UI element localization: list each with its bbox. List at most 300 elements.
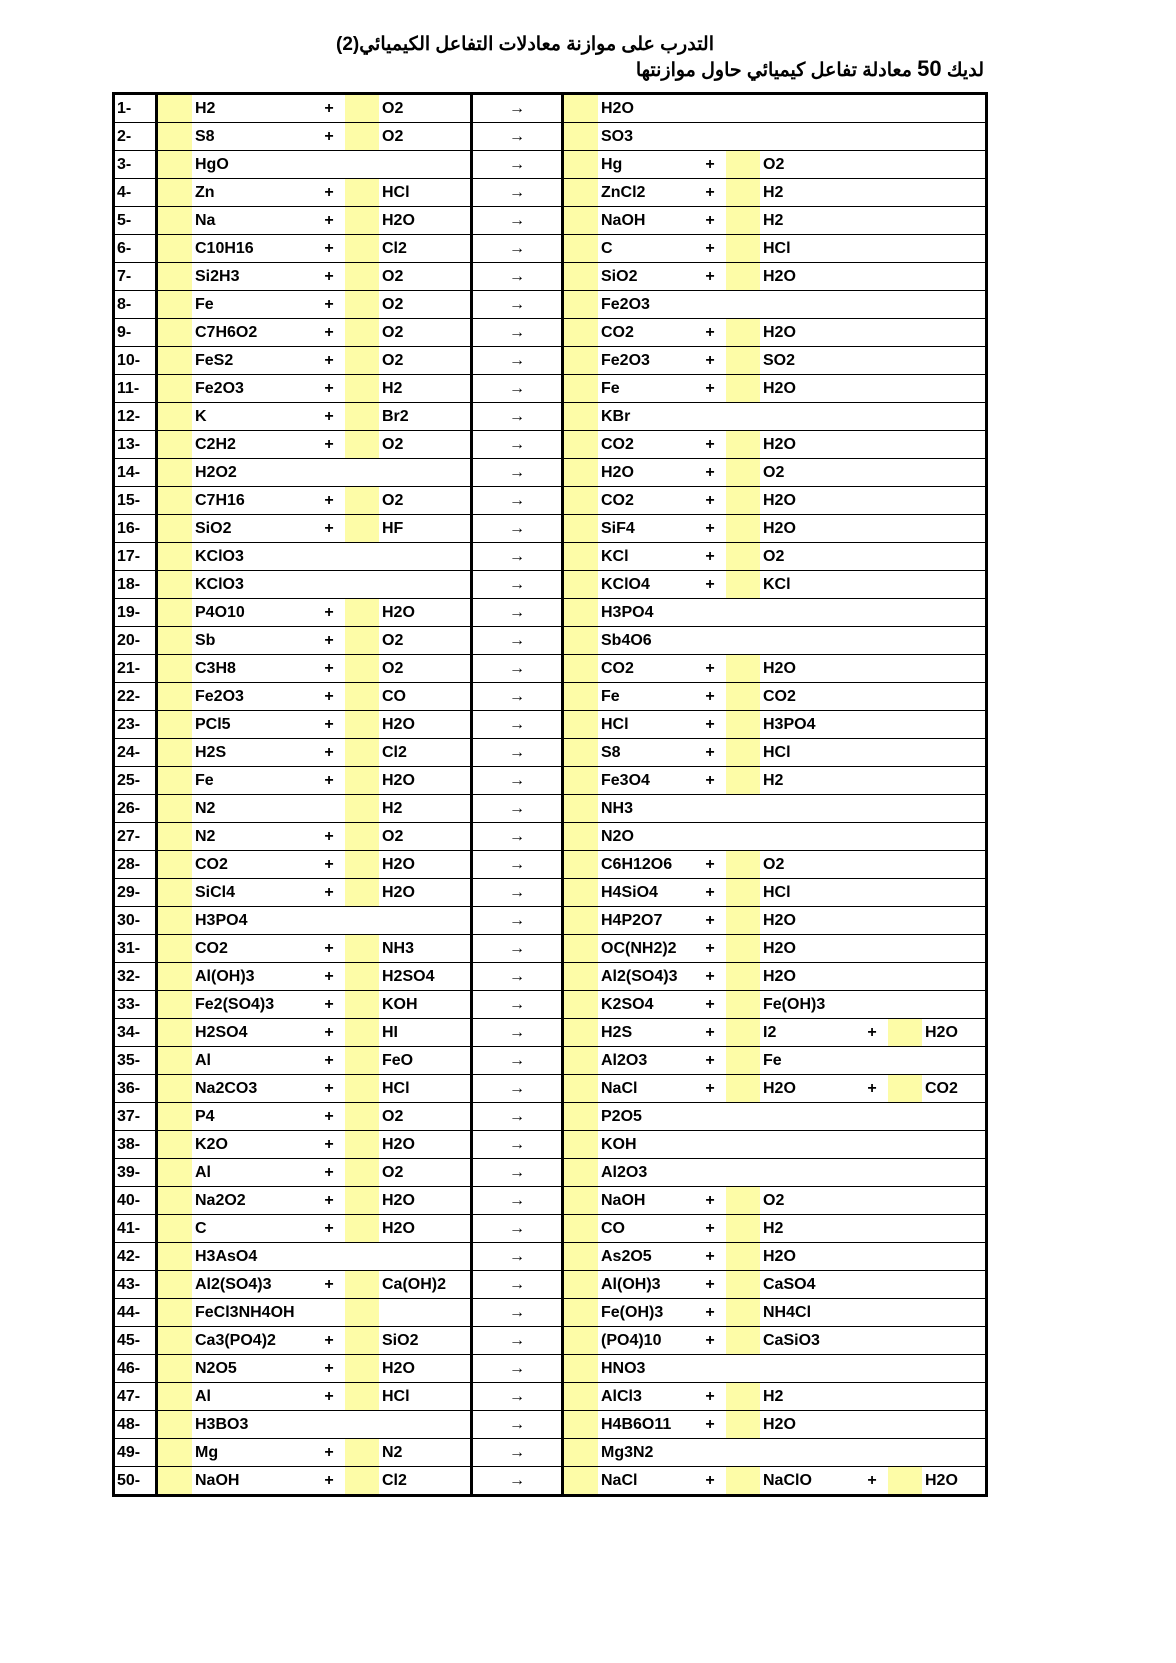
coefficient-cell[interactable]	[726, 935, 760, 963]
coefficient-cell[interactable]	[726, 991, 760, 1019]
coefficient-cell[interactable]	[345, 1383, 379, 1411]
coefficient-cell[interactable]	[345, 403, 379, 431]
coefficient-cell[interactable]	[157, 1047, 193, 1075]
coefficient-cell[interactable]	[345, 515, 379, 543]
plus-sign: +	[313, 123, 345, 151]
arrow-icon: →	[472, 347, 563, 375]
coefficient-cell[interactable]	[157, 1411, 193, 1439]
coefficient-cell	[888, 1439, 922, 1467]
coefficient-cell[interactable]	[888, 1075, 922, 1103]
plus-sign: +	[313, 1187, 345, 1215]
coefficient-cell	[888, 1159, 922, 1187]
coefficient-cell[interactable]	[157, 655, 193, 683]
coefficient-cell[interactable]	[888, 1467, 922, 1496]
product-1: KBr	[598, 403, 694, 431]
reactant-2: NH3	[379, 935, 472, 963]
coefficient-cell[interactable]	[157, 767, 193, 795]
product-2: Fe(OH)3	[760, 991, 856, 1019]
coefficient-cell[interactable]	[563, 1243, 599, 1271]
coefficient-cell[interactable]	[563, 207, 599, 235]
reactant-1: H2O2	[192, 459, 313, 487]
coefficient-cell[interactable]	[345, 1439, 379, 1467]
coefficient-cell[interactable]	[726, 1467, 760, 1496]
coefficient-cell[interactable]	[888, 1019, 922, 1047]
coefficient-cell[interactable]	[726, 347, 760, 375]
equation-row	[114, 1019, 987, 1047]
plus-sign: +	[694, 991, 726, 1019]
coefficient-cell[interactable]	[157, 263, 193, 291]
coefficient-cell[interactable]	[345, 1075, 379, 1103]
coefficient-cell[interactable]	[563, 375, 599, 403]
plus-sign: +	[694, 263, 726, 291]
plus-sign	[856, 151, 888, 179]
coefficient-cell[interactable]	[345, 235, 379, 263]
equation-number: 37-	[114, 1103, 157, 1131]
coefficient-cell[interactable]	[157, 1187, 193, 1215]
coefficient-cell[interactable]	[157, 347, 193, 375]
coefficient-cell[interactable]	[563, 963, 599, 991]
coefficient-cell[interactable]	[563, 767, 599, 795]
coefficient-cell[interactable]	[563, 879, 599, 907]
coefficient-cell[interactable]	[726, 515, 760, 543]
product-3	[922, 431, 987, 459]
coefficient-cell[interactable]	[726, 711, 760, 739]
coefficient-cell[interactable]	[563, 571, 599, 599]
coefficient-cell[interactable]	[345, 1159, 379, 1187]
equation-number: 44-	[114, 1299, 157, 1327]
equation-number: 29-	[114, 879, 157, 907]
coefficient-cell[interactable]	[345, 431, 379, 459]
coefficient-cell[interactable]	[563, 1271, 599, 1299]
coefficient-cell[interactable]	[345, 851, 379, 879]
coefficient-cell	[345, 1411, 379, 1439]
coefficient-cell[interactable]	[157, 683, 193, 711]
coefficient-cell[interactable]	[726, 1271, 760, 1299]
coefficient-cell[interactable]	[157, 851, 193, 879]
coefficient-cell[interactable]	[345, 1299, 379, 1327]
arrow-icon: →	[472, 823, 563, 851]
product-1: NaCl	[598, 1075, 694, 1103]
coefficient-cell[interactable]	[563, 1215, 599, 1243]
coefficient-cell[interactable]	[563, 459, 599, 487]
plus-sign: +	[694, 571, 726, 599]
product-2: HCl	[760, 235, 856, 263]
equation-row	[114, 543, 987, 571]
product-3	[922, 1271, 987, 1299]
coefficient-cell[interactable]	[563, 907, 599, 935]
coefficient-cell[interactable]	[157, 739, 193, 767]
coefficient-cell[interactable]	[157, 375, 193, 403]
coefficient-cell[interactable]	[345, 627, 379, 655]
equation-number: 41-	[114, 1215, 157, 1243]
coefficient-cell[interactable]	[563, 1131, 599, 1159]
product-2: O2	[760, 151, 856, 179]
coefficient-cell	[726, 123, 760, 151]
coefficient-cell[interactable]	[157, 515, 193, 543]
coefficient-cell[interactable]	[157, 543, 193, 571]
equation-number: 13-	[114, 431, 157, 459]
coefficient-cell[interactable]	[345, 767, 379, 795]
coefficient-cell[interactable]	[726, 571, 760, 599]
coefficient-cell[interactable]	[726, 487, 760, 515]
coefficient-cell[interactable]	[157, 291, 193, 319]
coefficient-cell[interactable]	[563, 403, 599, 431]
coefficient-cell[interactable]	[726, 1019, 760, 1047]
product-3	[922, 599, 987, 627]
coefficient-cell[interactable]	[345, 375, 379, 403]
coefficient-cell[interactable]	[157, 1131, 193, 1159]
subtitle-suffix: معادلة تفاعل كيميائي حاول موازنتها	[635, 60, 912, 81]
coefficient-cell[interactable]	[563, 1439, 599, 1467]
coefficient-cell[interactable]	[345, 655, 379, 683]
coefficient-cell[interactable]	[345, 207, 379, 235]
product-3	[922, 291, 987, 319]
coefficient-cell[interactable]	[157, 711, 193, 739]
equation-number: 49-	[114, 1439, 157, 1467]
coefficient-cell[interactable]	[157, 431, 193, 459]
coefficient-cell[interactable]	[157, 991, 193, 1019]
equation-row	[114, 347, 987, 375]
coefficient-cell[interactable]	[345, 94, 379, 123]
coefficient-cell[interactable]	[726, 683, 760, 711]
coefficient-cell[interactable]	[726, 1299, 760, 1327]
coefficient-cell[interactable]	[157, 459, 193, 487]
coefficient-cell[interactable]	[157, 571, 193, 599]
coefficient-cell[interactable]	[563, 1299, 599, 1327]
coefficient-cell[interactable]	[157, 1075, 193, 1103]
product-3	[922, 543, 987, 571]
coefficient-cell[interactable]	[726, 963, 760, 991]
reactant-1: KClO3	[192, 543, 313, 571]
coefficient-cell[interactable]	[726, 1047, 760, 1075]
arrow-icon: →	[472, 403, 563, 431]
product-2	[760, 1439, 856, 1467]
coefficient-cell[interactable]	[345, 1327, 379, 1355]
coefficient-cell[interactable]	[345, 487, 379, 515]
coefficient-cell[interactable]	[563, 683, 599, 711]
coefficient-cell[interactable]	[345, 263, 379, 291]
coefficient-cell[interactable]	[157, 1215, 193, 1243]
plus-sign: +	[694, 879, 726, 907]
arrow-icon: →	[472, 851, 563, 879]
coefficient-cell[interactable]	[157, 1467, 193, 1496]
plus-sign	[694, 599, 726, 627]
product-1: Fe	[598, 375, 694, 403]
product-2: H2O	[760, 655, 856, 683]
arrow-icon: →	[472, 1243, 563, 1271]
coefficient-cell[interactable]	[563, 1187, 599, 1215]
coefficient-cell[interactable]	[345, 319, 379, 347]
coefficient-cell[interactable]	[563, 991, 599, 1019]
coefficient-cell[interactable]	[157, 1243, 193, 1271]
coefficient-cell[interactable]	[726, 1383, 760, 1411]
reactant-1: Na	[192, 207, 313, 235]
plus-sign: +	[313, 1439, 345, 1467]
coefficient-cell[interactable]	[345, 795, 379, 823]
coefficient-cell[interactable]	[726, 179, 760, 207]
coefficient-cell[interactable]	[563, 1075, 599, 1103]
plus-sign: +	[694, 1075, 726, 1103]
coefficient-cell[interactable]	[563, 235, 599, 263]
coefficient-cell[interactable]	[345, 1355, 379, 1383]
reactant-2: O2	[379, 1103, 472, 1131]
plus-sign	[856, 375, 888, 403]
arrow-icon: →	[472, 879, 563, 907]
coefficient-cell[interactable]	[726, 1187, 760, 1215]
equation-number: 1-	[114, 94, 157, 123]
equation-number: 31-	[114, 935, 157, 963]
coefficient-cell[interactable]	[157, 907, 193, 935]
coefficient-cell[interactable]	[563, 94, 599, 123]
coefficient-cell[interactable]	[345, 879, 379, 907]
coefficient-cell[interactable]	[563, 655, 599, 683]
coefficient-cell	[888, 263, 922, 291]
coefficient-cell[interactable]	[345, 1215, 379, 1243]
product-3	[922, 1103, 987, 1131]
product-1: Al2O3	[598, 1047, 694, 1075]
coefficient-cell[interactable]	[345, 1187, 379, 1215]
reactant-1: C2H2	[192, 431, 313, 459]
coefficient-cell[interactable]	[157, 879, 193, 907]
coefficient-cell[interactable]	[345, 291, 379, 319]
coefficient-cell[interactable]	[345, 1047, 379, 1075]
coefficient-cell[interactable]	[345, 179, 379, 207]
coefficient-cell[interactable]	[157, 94, 193, 123]
coefficient-cell[interactable]	[726, 263, 760, 291]
coefficient-cell[interactable]	[157, 1355, 193, 1383]
reactant-2	[379, 1243, 472, 1271]
reactant-1: Al	[192, 1383, 313, 1411]
coefficient-cell	[888, 319, 922, 347]
coefficient-cell[interactable]	[563, 1355, 599, 1383]
coefficient-cell[interactable]	[563, 1327, 599, 1355]
coefficient-cell[interactable]	[726, 851, 760, 879]
coefficient-cell[interactable]	[157, 1327, 193, 1355]
plus-sign: +	[313, 767, 345, 795]
coefficient-cell[interactable]	[157, 207, 193, 235]
coefficient-cell[interactable]	[157, 151, 193, 179]
coefficient-cell[interactable]	[726, 767, 760, 795]
coefficient-cell	[888, 879, 922, 907]
coefficient-cell[interactable]	[563, 1159, 599, 1187]
coefficient-cell[interactable]	[563, 1103, 599, 1131]
coefficient-cell	[888, 1243, 922, 1271]
product-1: N2O	[598, 823, 694, 851]
coefficient-cell[interactable]	[157, 1439, 193, 1467]
product-2	[760, 823, 856, 851]
coefficient-cell[interactable]	[726, 319, 760, 347]
arrow-icon: →	[472, 571, 563, 599]
product-2: H2O	[760, 263, 856, 291]
equation-row	[114, 1075, 987, 1103]
reactant-2: Br2	[379, 403, 472, 431]
coefficient-cell[interactable]	[726, 739, 760, 767]
coefficient-cell[interactable]	[563, 543, 599, 571]
coefficient-cell[interactable]	[563, 431, 599, 459]
plus-sign: +	[313, 851, 345, 879]
product-3	[922, 991, 987, 1019]
coefficient-cell[interactable]	[726, 1215, 760, 1243]
coefficient-cell[interactable]	[563, 935, 599, 963]
coefficient-cell[interactable]	[157, 1271, 193, 1299]
coefficient-cell[interactable]	[563, 319, 599, 347]
arrow-icon: →	[472, 1411, 563, 1439]
coefficient-cell[interactable]	[563, 1467, 599, 1496]
plus-sign: +	[313, 291, 345, 319]
reactant-1: K2O	[192, 1131, 313, 1159]
coefficient-cell[interactable]	[726, 1411, 760, 1439]
plus-sign	[856, 543, 888, 571]
plus-sign: +	[313, 1271, 345, 1299]
arrow-icon: →	[472, 1383, 563, 1411]
coefficient-cell[interactable]	[345, 347, 379, 375]
reactant-1: CO2	[192, 935, 313, 963]
coefficient-cell	[888, 1187, 922, 1215]
coefficient-cell[interactable]	[563, 711, 599, 739]
coefficient-cell	[888, 963, 922, 991]
coefficient-cell[interactable]	[157, 963, 193, 991]
equation-number: 14-	[114, 459, 157, 487]
coefficient-cell[interactable]	[563, 291, 599, 319]
coefficient-cell[interactable]	[345, 123, 379, 151]
coefficient-cell[interactable]	[563, 851, 599, 879]
coefficient-cell[interactable]	[157, 123, 193, 151]
product-3: H2O	[922, 1467, 987, 1496]
coefficient-cell[interactable]	[563, 739, 599, 767]
coefficient-cell[interactable]	[157, 319, 193, 347]
reactant-2	[379, 1411, 472, 1439]
coefficient-cell[interactable]	[563, 515, 599, 543]
coefficient-cell[interactable]	[726, 151, 760, 179]
coefficient-cell	[888, 655, 922, 683]
coefficient-cell[interactable]	[157, 235, 193, 263]
coefficient-cell[interactable]	[726, 375, 760, 403]
coefficient-cell[interactable]	[157, 935, 193, 963]
coefficient-cell	[888, 1271, 922, 1299]
reactant-1: H2	[192, 94, 313, 123]
coefficient-cell[interactable]	[563, 795, 599, 823]
reactant-1: Mg	[192, 1439, 313, 1467]
product-2	[760, 123, 856, 151]
plus-sign	[856, 767, 888, 795]
product-1: Fe	[598, 683, 694, 711]
coefficient-cell[interactable]	[345, 1019, 379, 1047]
arrow-icon: →	[472, 907, 563, 935]
coefficient-cell[interactable]	[345, 1271, 379, 1299]
coefficient-cell[interactable]	[345, 823, 379, 851]
coefficient-cell[interactable]	[726, 431, 760, 459]
coefficient-cell[interactable]	[726, 1327, 760, 1355]
plus-sign	[856, 1159, 888, 1187]
coefficient-cell[interactable]	[157, 627, 193, 655]
coefficient-cell[interactable]	[345, 739, 379, 767]
coefficient-cell[interactable]	[157, 1103, 193, 1131]
product-2: H2O	[760, 431, 856, 459]
coefficient-cell[interactable]	[345, 711, 379, 739]
plus-sign	[856, 1355, 888, 1383]
coefficient-cell	[726, 599, 760, 627]
coefficient-cell[interactable]	[345, 935, 379, 963]
coefficient-cell[interactable]	[726, 207, 760, 235]
plus-sign	[856, 823, 888, 851]
plus-sign: +	[694, 235, 726, 263]
plus-sign	[313, 543, 345, 571]
coefficient-cell[interactable]	[157, 795, 193, 823]
coefficient-cell[interactable]	[563, 151, 599, 179]
coefficient-cell[interactable]	[345, 599, 379, 627]
product-1: CO2	[598, 431, 694, 459]
coefficient-cell[interactable]	[563, 263, 599, 291]
coefficient-cell[interactable]	[157, 403, 193, 431]
coefficient-cell[interactable]	[563, 179, 599, 207]
coefficient-cell[interactable]	[726, 655, 760, 683]
product-1: Hg	[598, 151, 694, 179]
coefficient-cell[interactable]	[345, 683, 379, 711]
coefficient-cell[interactable]	[157, 1019, 193, 1047]
equation-number: 45-	[114, 1327, 157, 1355]
coefficient-cell[interactable]	[345, 963, 379, 991]
coefficient-cell[interactable]	[563, 123, 599, 151]
coefficient-cell[interactable]	[345, 991, 379, 1019]
plus-sign	[856, 1411, 888, 1439]
coefficient-cell[interactable]	[345, 1131, 379, 1159]
coefficient-cell[interactable]	[726, 907, 760, 935]
coefficient-cell[interactable]	[157, 599, 193, 627]
coefficient-cell[interactable]	[726, 459, 760, 487]
coefficient-cell[interactable]	[563, 599, 599, 627]
worksheet-subtitle	[560, 58, 984, 82]
equation-row	[114, 599, 987, 627]
equation-row	[114, 94, 987, 123]
coefficient-cell[interactable]	[157, 1383, 193, 1411]
coefficient-cell	[888, 599, 922, 627]
plus-sign: +	[313, 683, 345, 711]
plus-sign: +	[313, 515, 345, 543]
coefficient-cell[interactable]	[563, 823, 599, 851]
coefficient-cell[interactable]	[726, 1243, 760, 1271]
coefficient-cell[interactable]	[345, 1467, 379, 1496]
coefficient-cell[interactable]	[726, 1075, 760, 1103]
coefficient-cell[interactable]	[563, 347, 599, 375]
reactant-1: PCl5	[192, 711, 313, 739]
coefficient-cell[interactable]	[157, 487, 193, 515]
coefficient-cell[interactable]	[563, 627, 599, 655]
coefficient-cell	[726, 823, 760, 851]
reactant-2: H2O	[379, 599, 472, 627]
reactant-1: NaOH	[192, 1467, 313, 1496]
coefficient-cell[interactable]	[157, 179, 193, 207]
coefficient-cell[interactable]	[563, 487, 599, 515]
equation-row	[114, 711, 987, 739]
coefficient-cell	[888, 571, 922, 599]
product-1: NaOH	[598, 1187, 694, 1215]
coefficient-cell[interactable]	[726, 543, 760, 571]
coefficient-cell[interactable]	[157, 1159, 193, 1187]
coefficient-cell[interactable]	[563, 1019, 599, 1047]
coefficient-cell[interactable]	[157, 823, 193, 851]
coefficient-cell[interactable]	[157, 1299, 193, 1327]
reactant-1: N2	[192, 795, 313, 823]
coefficient-cell[interactable]	[563, 1383, 599, 1411]
coefficient-cell[interactable]	[563, 1411, 599, 1439]
plus-sign: +	[694, 319, 726, 347]
coefficient-cell[interactable]	[726, 879, 760, 907]
equation-row	[114, 655, 987, 683]
plus-sign: +	[313, 739, 345, 767]
coefficient-cell[interactable]	[563, 1047, 599, 1075]
coefficient-cell[interactable]	[726, 235, 760, 263]
coefficient-cell[interactable]	[345, 1103, 379, 1131]
